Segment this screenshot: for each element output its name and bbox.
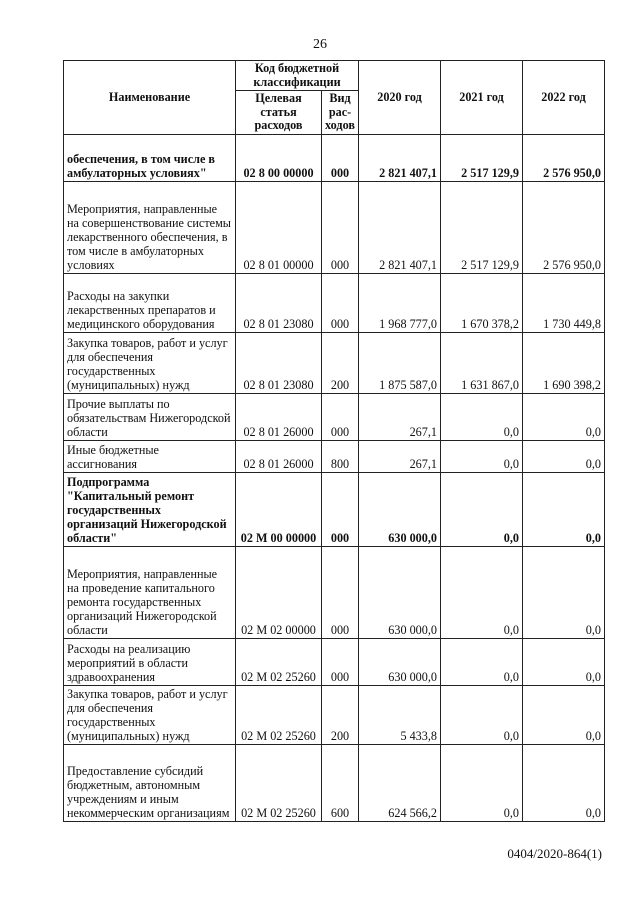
cell-2022: 0,0 — [523, 472, 605, 546]
cell-name: Мероприятия, направленные на проведение капитального ремонта государственных организаций Нижегородской области — [64, 546, 236, 638]
table-row — [64, 744, 605, 821]
document-id: 0404/2020-864(1) — [507, 846, 602, 861]
cell-name: Предоставление субсидий бюджетным, автономным учреждениям и иным некоммерческим организациям — [64, 744, 236, 821]
cell-2021: 1 631 867,0 — [441, 332, 523, 393]
cell-name: Расходы на закупки лекарственных препаратов и медицинского оборудования — [64, 273, 236, 332]
cell-name: Мероприятия, направленные на совершенствование системы лекарственного обеспечения, в том числе в амбулаторных условиях — [64, 181, 236, 273]
cell-kind: 200 — [322, 685, 359, 744]
cell-name: Расходы на реализацию мероприятий в области здравоохранения — [64, 638, 236, 685]
cell-target: 02 М 00 00000 — [236, 472, 322, 546]
cell-2021: 0,0 — [441, 440, 523, 472]
cell-kind: 800 — [322, 440, 359, 472]
cell-kind: 000 — [322, 134, 359, 181]
table-row — [64, 685, 605, 744]
cell-2020: 2 821 407,1 — [359, 181, 441, 273]
cell-target: 02 8 01 23080 — [236, 273, 322, 332]
table-row — [64, 332, 605, 393]
cell-2020: 267,1 — [359, 440, 441, 472]
cell-2021: 0,0 — [441, 638, 523, 685]
table-row — [64, 440, 605, 472]
cell-target: 02 8 01 26000 — [236, 440, 322, 472]
cell-name: Подпрограмма "Капитальный ремонт государственных организаций Нижегородской области" — [64, 472, 236, 546]
cell-2020: 1 968 777,0 — [359, 273, 441, 332]
cell-2020: 630 000,0 — [359, 472, 441, 546]
budget-table — [63, 60, 605, 822]
cell-2022: 0,0 — [523, 685, 605, 744]
cell-2021: 0,0 — [441, 546, 523, 638]
cell-2021: 0,0 — [441, 472, 523, 546]
header-kind: Вид рас-ходов — [322, 91, 359, 135]
header-name: Наименование — [64, 61, 236, 135]
cell-2020: 1 875 587,0 — [359, 332, 441, 393]
cell-kind: 000 — [322, 472, 359, 546]
header-code-group: Код бюджетной классификации — [236, 61, 359, 91]
table-row — [64, 546, 605, 638]
cell-kind: 200 — [322, 332, 359, 393]
table-row — [64, 273, 605, 332]
cell-kind: 600 — [322, 744, 359, 821]
cell-kind: 000 — [322, 181, 359, 273]
cell-2020: 5 433,8 — [359, 685, 441, 744]
header-2021: 2021 год — [441, 61, 523, 135]
table-row — [64, 393, 605, 440]
table-header-row — [64, 61, 605, 91]
table-row — [64, 181, 605, 273]
cell-kind: 000 — [322, 638, 359, 685]
cell-2022: 0,0 — [523, 440, 605, 472]
cell-target: 02 М 02 00000 — [236, 546, 322, 638]
cell-name: обеспечения, в том числе в амбулаторных условиях" — [64, 134, 236, 181]
cell-kind: 000 — [322, 546, 359, 638]
header-target: Целевая статья расходов — [236, 91, 322, 135]
cell-target: 02 8 01 23080 — [236, 332, 322, 393]
cell-2021: 2 517 129,9 — [441, 134, 523, 181]
cell-2020: 2 821 407,1 — [359, 134, 441, 181]
header-2020: 2020 год — [359, 61, 441, 135]
cell-2021: 0,0 — [441, 744, 523, 821]
cell-2022: 2 576 950,0 — [523, 181, 605, 273]
cell-target: 02 М 02 25260 — [236, 744, 322, 821]
cell-name: Закупка товаров, работ и услуг для обеспечения государственных (муниципальных) нужд — [64, 685, 236, 744]
cell-2022: 0,0 — [523, 744, 605, 821]
table-row — [64, 638, 605, 685]
cell-2020: 630 000,0 — [359, 638, 441, 685]
table-body — [64, 134, 605, 821]
cell-2022: 1 690 398,2 — [523, 332, 605, 393]
table-row — [64, 472, 605, 546]
cell-2022: 1 730 449,8 — [523, 273, 605, 332]
cell-target: 02 8 00 00000 — [236, 134, 322, 181]
cell-target: 02 М 02 25260 — [236, 638, 322, 685]
cell-2020: 630 000,0 — [359, 546, 441, 638]
cell-target: 02 8 01 26000 — [236, 393, 322, 440]
cell-2022: 0,0 — [523, 638, 605, 685]
cell-2021: 2 517 129,9 — [441, 181, 523, 273]
cell-kind: 000 — [322, 393, 359, 440]
cell-2020: 267,1 — [359, 393, 441, 440]
cell-name: Закупка товаров, работ и услуг для обеспечения государственных (муниципальных) нужд — [64, 332, 236, 393]
cell-kind: 000 — [322, 273, 359, 332]
cell-2022: 2 576 950,0 — [523, 134, 605, 181]
page-number: 26 — [313, 37, 327, 52]
cell-name: Иные бюджетные ассигнования — [64, 440, 236, 472]
cell-name: Прочие выплаты по обязательствам Нижегородской области — [64, 393, 236, 440]
cell-target: 02 М 02 25260 — [236, 685, 322, 744]
cell-2022: 0,0 — [523, 546, 605, 638]
cell-2021: 0,0 — [441, 393, 523, 440]
cell-2021: 0,0 — [441, 685, 523, 744]
cell-target: 02 8 01 00000 — [236, 181, 322, 273]
table-row — [64, 134, 605, 181]
header-2022: 2022 год — [523, 61, 605, 135]
cell-2021: 1 670 378,2 — [441, 273, 523, 332]
cell-2022: 0,0 — [523, 393, 605, 440]
cell-2020: 624 566,2 — [359, 744, 441, 821]
